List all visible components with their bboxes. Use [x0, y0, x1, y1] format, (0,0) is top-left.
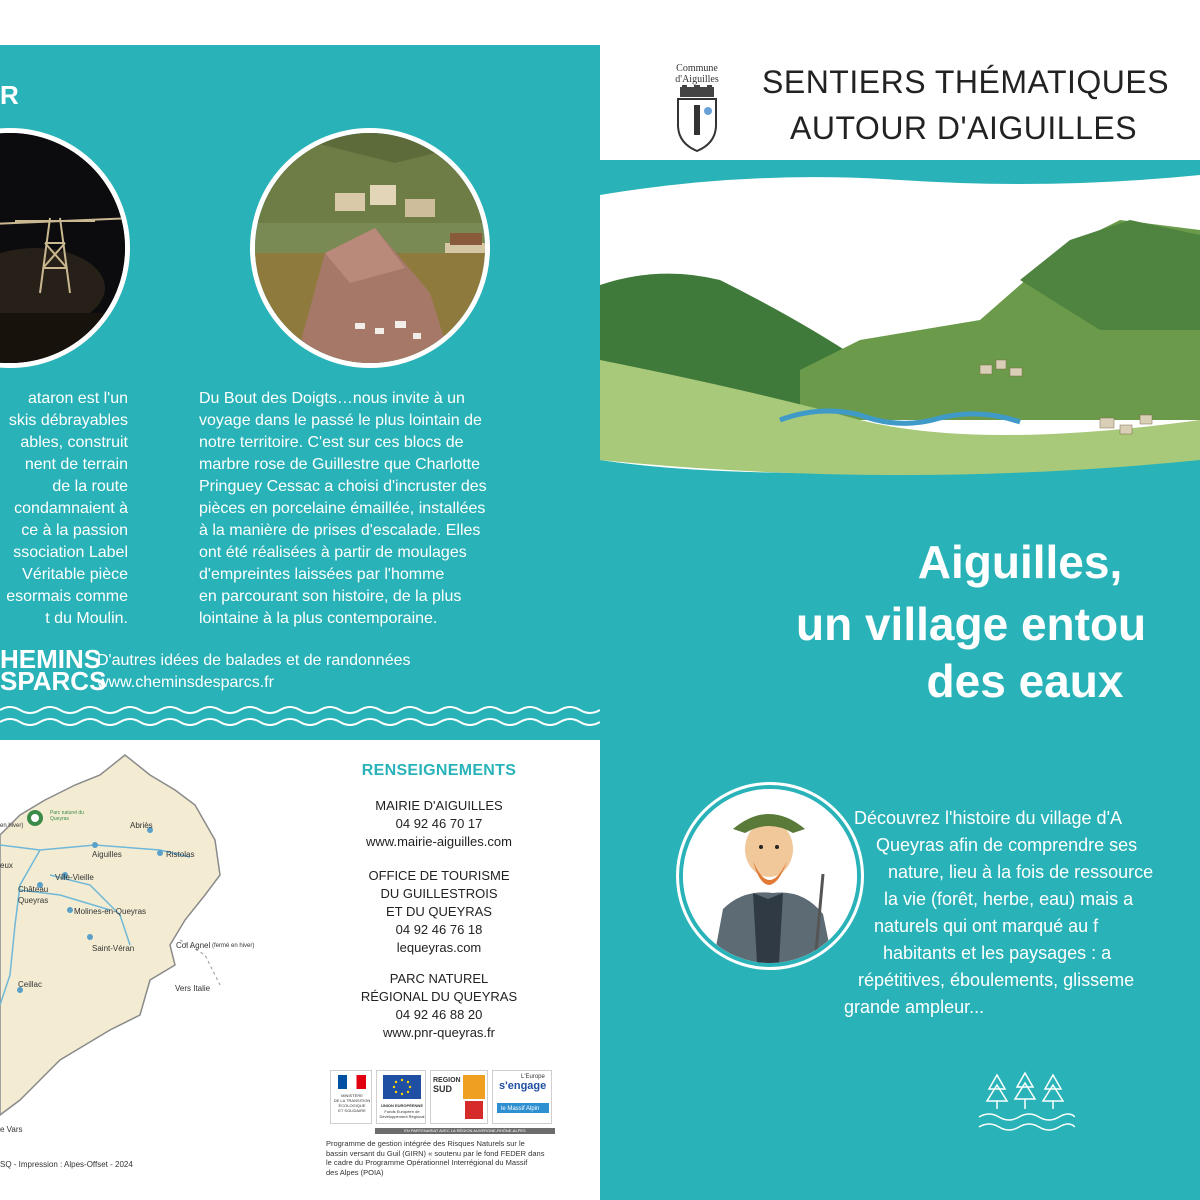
- brand-ideas-line: D'autres idées de balades et de randonnées: [97, 652, 411, 669]
- map-label-saint-veran: Saint-Véran: [92, 944, 135, 953]
- map-label-queyras: Queyras: [18, 896, 49, 905]
- print-credit: SQ - Impression : Alpes-Offset - 2024: [0, 1160, 133, 1169]
- intro-paragraph: [844, 805, 1200, 1021]
- ministry-line: ÉCOLOGIQUE: [338, 1103, 366, 1108]
- lift-history-paragraph: [0, 388, 128, 630]
- text-line: d'empreintes laissées par l'homme: [199, 566, 445, 583]
- mairie-name: MAIRIE D'AIGUILLES: [375, 798, 503, 813]
- funding-line: des Alpes (POIA): [326, 1167, 384, 1177]
- map-label-vars: e Vars: [0, 1125, 23, 1134]
- region-bottom: SUD: [433, 1084, 453, 1094]
- trail-title-line-1: SENTIERS THÉMATIQUES: [762, 64, 1170, 100]
- europe-mid: s'engage: [499, 1080, 547, 1092]
- parc-name-2: RÉGIONAL DU QUEYRAS: [360, 989, 518, 1004]
- map-label-ristolas: Ristolas: [166, 850, 195, 859]
- ministry-line: DE LA TRANSITION: [333, 1098, 371, 1103]
- europe-bottom: le Massif Alpin: [501, 1106, 540, 1112]
- marble-rock-photo: [250, 128, 490, 368]
- map-label-ceillac: Ceillac: [18, 980, 43, 989]
- europe-top: L'Europe: [521, 1074, 545, 1080]
- text-line: Pringuey Cessac a choisi d'incruster des: [199, 478, 487, 495]
- text-line: voyage dans le passé le plus lointain de: [199, 412, 482, 429]
- funding-logos: [330, 1070, 555, 1128]
- office-contact: [309, 867, 569, 957]
- ministry-line: MINISTÈRE: [341, 1093, 363, 1098]
- text-line: esormais comme: [6, 588, 128, 605]
- mairie-contact: [309, 797, 569, 851]
- text-line: nent de terrain: [24, 456, 128, 473]
- republique-logo: [330, 1070, 372, 1124]
- ministry-text: [332, 1093, 372, 1113]
- map-label-col-agnel-note: (fermé en hiver): [212, 943, 255, 949]
- region-shield-icon: [465, 1101, 483, 1119]
- europe-engage-logo: [492, 1070, 552, 1124]
- text-line: condamnaient à: [14, 500, 128, 517]
- map-label-aiguilles: Aiguilles: [92, 850, 122, 859]
- ministry-line: ET SOLIDAIRE: [338, 1108, 366, 1113]
- text-line: marbre rose de Guillestre que Charlotte: [199, 456, 481, 473]
- region-sud-logo: [430, 1070, 488, 1124]
- bout-des-doigts-paragraph: [199, 388, 525, 630]
- hero-line-1: Aiguilles,: [917, 536, 1123, 588]
- coat-of-arms-icon: [668, 85, 726, 153]
- parc-contact: [309, 970, 569, 1042]
- valley-landscape-illustration: [600, 160, 1200, 500]
- office-phone: 04 92 46 76 18: [395, 922, 483, 937]
- hiker-avatar: [679, 785, 861, 967]
- brand-bottom: SPARCS: [0, 666, 107, 696]
- hero-line-3: des eaux: [926, 655, 1124, 707]
- intro-line: la vie (forêt, herbe, eau) mais a: [884, 889, 1134, 909]
- chemins-des-parcs-logo: [0, 644, 107, 696]
- map-label-abries: Abriès: [130, 821, 153, 830]
- eu-flag-icon: [383, 1075, 421, 1099]
- map-label-en-hiver: en hiver): [0, 823, 24, 829]
- text-line: pièces en porcelaine émaillée, installées: [199, 500, 486, 517]
- text-line: ssociation Label: [13, 544, 128, 561]
- office-name-3: ET DU QUEYRAS: [386, 904, 492, 919]
- trees-water-icon: [975, 1065, 1075, 1140]
- parc-website[interactable]: www.pnr-queyras.fr: [383, 1025, 495, 1040]
- hero-line-2: un village entou: [796, 598, 1147, 650]
- map-label-ville-vieille: Ville-Vieille: [55, 873, 94, 882]
- map-label-park-tag: Parc naturel du Queyras: [50, 810, 84, 822]
- french-flag-icon: [338, 1075, 366, 1089]
- panel-corner-letter: R: [0, 80, 19, 110]
- intro-line: nature, lieu à la fois de ressource: [888, 862, 1154, 882]
- map-label-col-agnel: Col Agnel: [176, 941, 211, 950]
- wave-divider: [0, 702, 600, 732]
- intro-line: naturels qui ont marqué au f: [874, 916, 1099, 936]
- trail-title-line-2: AUTOUR D'AIGUILLES: [790, 110, 1138, 146]
- commune-line-1: Commune: [676, 63, 718, 74]
- text-line: Du Bout des Doigts…nous invite à un: [199, 390, 465, 407]
- office-website[interactable]: lequeyras.com: [396, 940, 482, 955]
- office-name-2: DU GUILLESTROIS: [380, 886, 498, 901]
- text-line: Véritable pièce: [22, 566, 128, 583]
- text-line: ont été réalisées à partir de moulages: [199, 544, 467, 561]
- funding-statement: [326, 1139, 556, 1177]
- intro-line: habitants et les paysages : a: [883, 943, 1112, 963]
- partnership-banner: EN PARTENARIAT AVEC LA RÉGION AUVERGNE-RHÔNE-ALPES: [375, 1128, 555, 1134]
- map-label-chateau: Château: [18, 885, 49, 894]
- brand-tagline: [97, 650, 411, 694]
- eu-fund-label: Fonds Européen de Développement Régional: [379, 1109, 425, 1119]
- intro-line: Découvrez l'histoire du village d'A: [854, 808, 1123, 828]
- intro-line: répétitives, éboulements, glisseme: [858, 970, 1135, 990]
- funding-line: Programme de gestion intégrée des Risques Naturels sur le: [326, 1139, 525, 1148]
- map-label-vers-italie: Vers Italie: [175, 984, 211, 993]
- intro-line: Queyras afin de comprendre ses: [876, 835, 1138, 855]
- info-title: RENSEIGNEMENTS: [361, 762, 517, 779]
- queyras-map: [0, 745, 300, 1145]
- text-line: ce à la passion: [21, 522, 128, 539]
- commune-logo: [668, 63, 726, 155]
- brand-top: HEMINS: [0, 644, 102, 674]
- map-label-molines: Molines-en-Queyras: [74, 907, 147, 916]
- commune-line-2: d'Aiguilles: [675, 74, 719, 85]
- text-line: à la manière de prises d'escalade. Elles: [199, 522, 481, 539]
- region-top: REGION: [433, 1077, 461, 1084]
- parc-name: PARC NATUREL: [389, 971, 489, 986]
- office-name: OFFICE DE TOURISME: [368, 868, 510, 883]
- map-label-eux: eux: [0, 861, 13, 870]
- region-emblem-icon: [463, 1075, 485, 1099]
- intro-line: grande ampleur...: [844, 997, 985, 1017]
- parc-phone: 04 92 46 88 20: [395, 1007, 483, 1022]
- eu-label: UNION EUROPÉENNE: [380, 1103, 423, 1108]
- eu-logo: [376, 1070, 426, 1124]
- text-line: notre territoire. C'est sur ces blocs de: [199, 434, 464, 451]
- text-line: skis débrayables: [8, 412, 128, 429]
- text-line: ataron est l'un: [27, 390, 128, 407]
- brand-website-link[interactable]: www.cheminsdesparcs.fr: [97, 674, 274, 691]
- text-line: t du Moulin.: [45, 610, 128, 627]
- funding-line: le cadre du Programme Opérationnel Interrégional du Massif: [326, 1158, 528, 1167]
- mairie-website[interactable]: www.mairie-aiguilles.com: [366, 834, 512, 849]
- text-line: lointaine à la plus contemporaine.: [199, 610, 438, 627]
- mairie-phone: 04 92 46 70 17: [395, 816, 483, 831]
- funding-line: bassin versant du Guil (GIRN) « soutenu par le fond FEDER dans: [326, 1148, 545, 1158]
- text-line: en parcourant son histoire, de la plus: [199, 588, 462, 605]
- text-line: ables, construit: [20, 434, 128, 451]
- text-line: de la route: [52, 478, 128, 495]
